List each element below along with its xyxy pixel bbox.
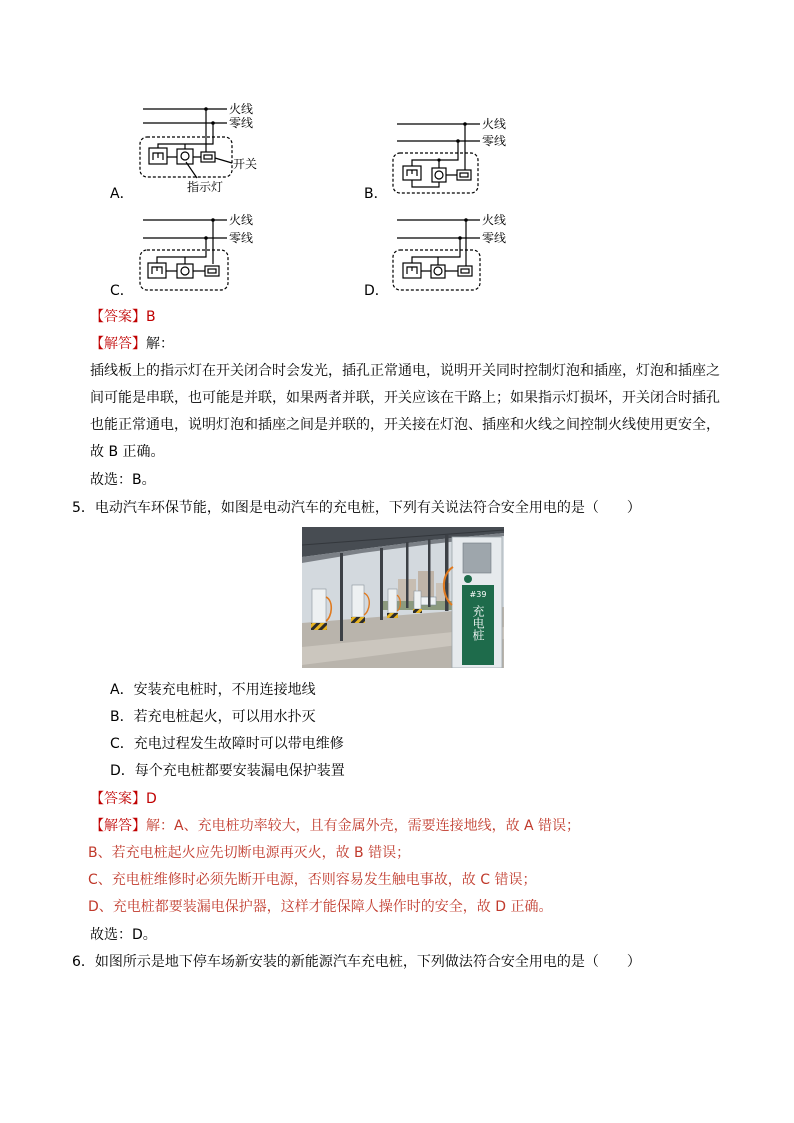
analysis-text: 解：A、充电桩功率较大，且有金属外壳，需要连接地线，故 A 错误； — [146, 818, 581, 834]
q4-analysis-heading — [90, 334, 174, 354]
live-wire-label: 火线 — [229, 102, 254, 116]
neutral-wire-label: 零线 — [229, 116, 254, 130]
charging-pile-logo — [464, 575, 472, 583]
pile-base-hazard — [311, 623, 327, 630]
q4-analysis-line: 间可能是串联，也可能是并联，如果两者并联，开关应该在干路上；如果指示灯损坏，开关闭合时插孔 — [90, 390, 720, 406]
q4-analysis-line: 插线板上的指示灯在开关闭合时会发光，插孔正常通电，说明开关同时控制灯泡和插座，灯泡和插座之 — [90, 363, 720, 379]
charging-pile-photo — [302, 527, 504, 668]
junction-dot — [458, 236, 462, 240]
junction-dot — [463, 122, 467, 126]
canopy-pillar — [380, 548, 383, 620]
lamp-bulb-icon — [435, 171, 443, 179]
answer-value: B — [146, 309, 156, 325]
q5-conclusion: 故选：D。 — [90, 927, 157, 943]
charging-pile-small — [312, 589, 326, 623]
q5-option-a: A．安装充电桩时，不用连接地线 — [110, 682, 316, 698]
lamp-bulb-icon — [434, 267, 442, 275]
pile-base-hazard — [413, 609, 422, 613]
circuit-diagram-b — [390, 112, 520, 202]
circuit-diagram-d — [390, 208, 520, 298]
charging-pile-small — [352, 585, 364, 617]
live-wire-label: 火线 — [482, 213, 507, 227]
charging-pile-sign-text: 充电桩 — [471, 605, 485, 641]
lamp-bulb-icon — [181, 152, 189, 160]
option-label-a: A． — [110, 186, 134, 202]
junction-dot — [437, 158, 440, 161]
junction-dot — [211, 121, 215, 125]
switch-label: 开关 — [233, 157, 258, 171]
pile-base-hazard — [351, 617, 365, 623]
junction-dot — [464, 218, 468, 222]
analysis-label: 【解答】 — [90, 336, 146, 352]
charging-pile-small — [414, 591, 421, 609]
switch-toggle — [461, 269, 469, 273]
q5-analysis-line: C、充电桩维修时必须先断开电源，否则容易发生触电事故，故 C 错误； — [88, 872, 537, 888]
q5-stem: 5．电动汽车环保节能，如图是电动汽车的充电桩，下列有关说法符合安全用电的是（ ） — [72, 500, 641, 516]
answer-label: 【答案】 — [90, 309, 146, 325]
analysis-intro: 解： — [146, 336, 174, 352]
switch-toggle — [204, 155, 212, 159]
q5-analysis-line: B、若充电桩起火应先切断电源再灭火，故 B 错误； — [88, 845, 411, 861]
option-label-c: C． — [110, 283, 134, 299]
q5-answer — [90, 789, 157, 809]
junction-dot — [456, 139, 460, 143]
charging-pile-small — [388, 589, 397, 613]
q4-conclusion: 故选：B。 — [90, 472, 156, 488]
answer-label: 【答案】 — [90, 791, 146, 807]
switch-leader-line — [215, 158, 232, 163]
q5-option-d: D．每个充电桩都要安装漏电保护装置 — [110, 763, 345, 779]
junction-dot — [204, 107, 208, 111]
canopy-pillar — [428, 539, 431, 607]
q5-option-b: B．若充电桩起火，可以用水扑灭 — [110, 709, 316, 725]
neutral-wire-label: 零线 — [229, 231, 254, 245]
switch-toggle — [208, 269, 216, 273]
q6-stem: 6．如图所示是地下停车场新安装的新能源汽车充电桩，下列做法符合安全用电的是（ ） — [72, 954, 641, 970]
q5-analysis-line — [90, 816, 580, 836]
analysis-label: 【解答】 — [90, 818, 146, 834]
live-wire-label: 火线 — [482, 117, 507, 131]
q5-option-c: C．充电过程发生故障时可以带电维修 — [110, 736, 344, 752]
neutral-wire-label: 零线 — [482, 134, 507, 148]
circuit-diagram-c — [135, 208, 265, 298]
neutral-wire-label: 零线 — [482, 231, 507, 245]
lamp-bulb-icon — [181, 267, 189, 275]
circuit-diagram-a — [135, 96, 275, 196]
option-label-b: B． — [364, 186, 388, 202]
charging-pile-sign-number: #39 — [469, 590, 487, 599]
junction-dot — [204, 236, 208, 240]
option-label-d: D． — [364, 283, 389, 299]
canopy-pillar — [340, 553, 343, 641]
switch-toggle — [460, 173, 468, 177]
pile-base-hazard — [387, 613, 398, 618]
q4-analysis-line: 也能正常通电，说明灯泡和插座之间是并联的，开关接在灯泡、插座和火线之间控制火线使用更安全， — [90, 417, 720, 433]
junction-dot — [211, 218, 215, 222]
answer-value: D — [146, 791, 157, 807]
q4-analysis-line: 故 B 正确。 — [90, 444, 165, 460]
indicator-label: 指示灯 — [187, 180, 224, 194]
charging-pile-screen — [463, 543, 491, 573]
canopy-pillar — [406, 542, 409, 608]
live-wire-label: 火线 — [229, 213, 254, 227]
q4-answer — [90, 307, 156, 327]
q5-analysis-line: D、充电桩都要装漏电保护器，这样才能保障人操作时的安全，故 D 正确。 — [88, 899, 553, 915]
